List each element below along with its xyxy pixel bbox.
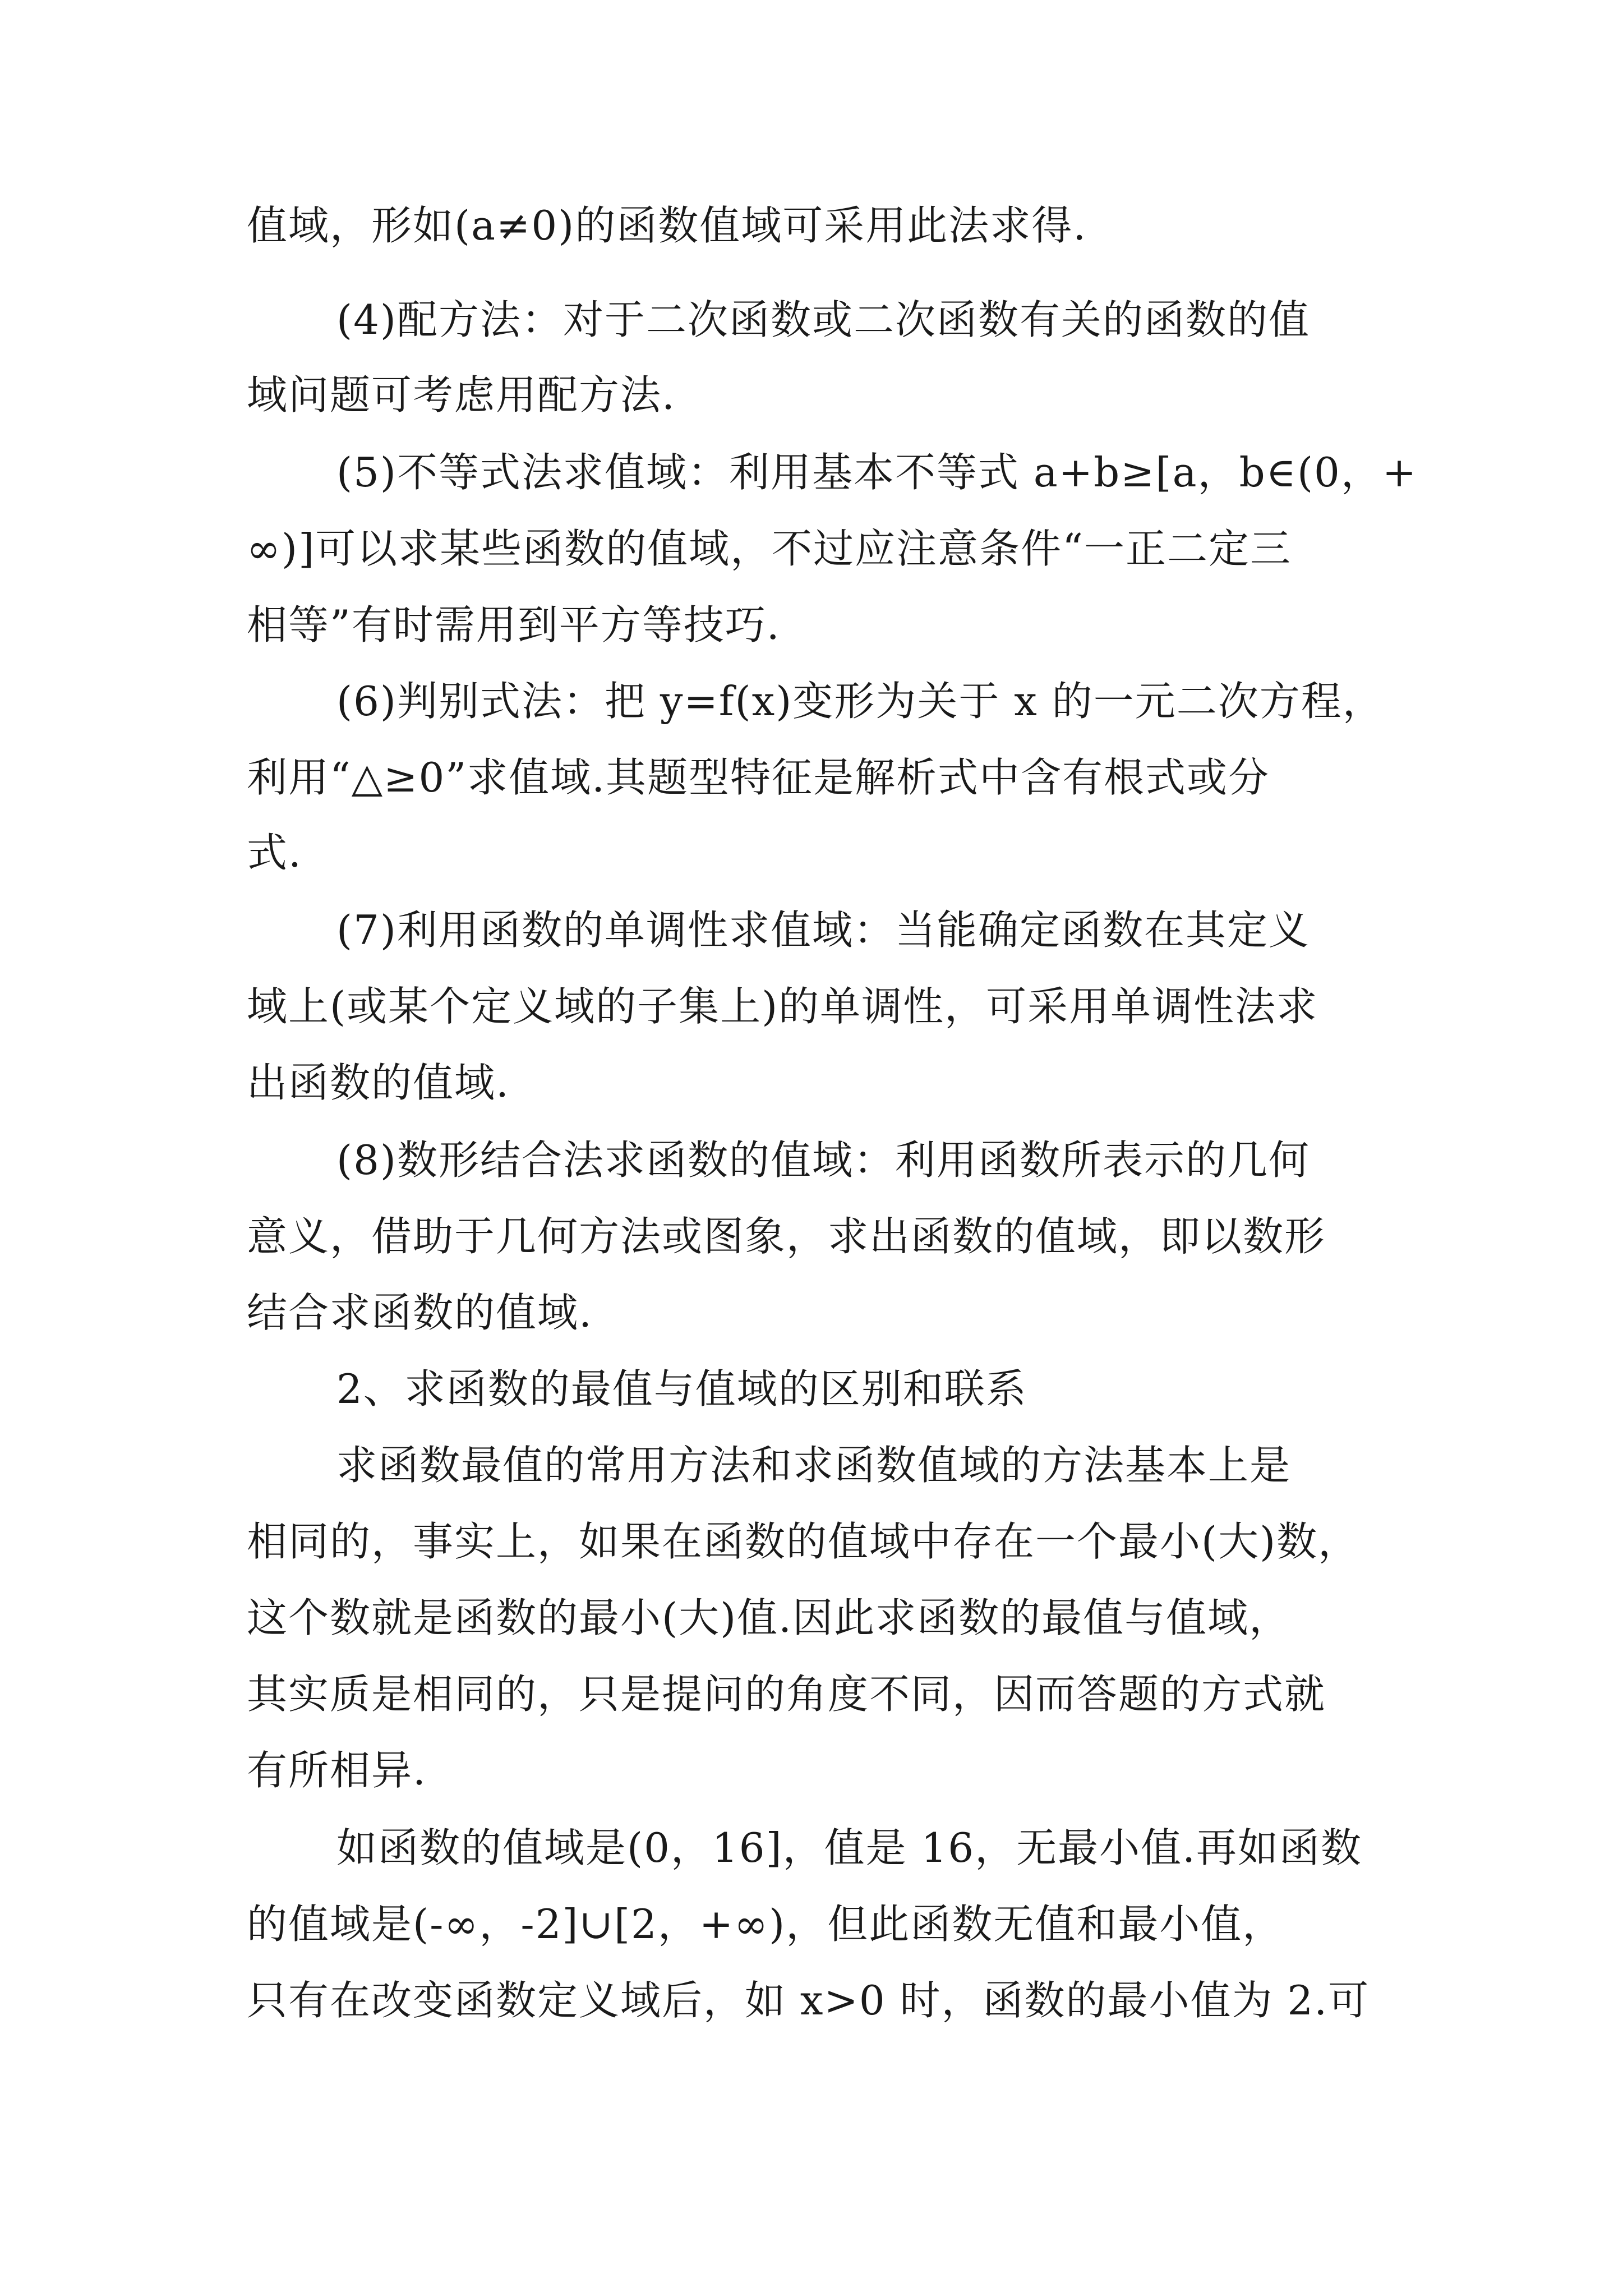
section-heading: 2、求函数的最值与值域的区别和联系: [336, 1365, 1027, 1412]
text-line: 这个数就是函数的最小(大)值.因此求函数的最值与值域，: [247, 1594, 1291, 1641]
text-line: 只有在改变函数定义域后，如 x>0 时，函数的最小值为 2.可: [247, 1977, 1370, 2024]
text-line: (4)配方法：对于二次函数或二次函数有关的函数的值: [336, 296, 1310, 343]
text-line: 结合求函数的值域.: [247, 1289, 593, 1336]
text-line: 的值域是(-∞，-2]∪[2，+∞)，但此函数无值和最小值，: [247, 1901, 1284, 1948]
text-line: (6)判别式法：把 y=f(x)变形为关于 x 的一元二次方程，: [336, 678, 1384, 725]
text-line: 出函数的值域.: [247, 1059, 510, 1106]
text-line: ∞)]可以求某些函数的值域，不过应注意条件“一正二定三: [247, 525, 1292, 572]
text-line: 相等”有时需用到平方等技巧.: [247, 601, 781, 648]
text-line: 其实质是相同的，只是提问的角度不同，因而答题的方式就: [247, 1671, 1326, 1718]
text-line: (5)不等式法求值域：利用基本不等式 a+b≥[a，b∈(0，+: [336, 449, 1418, 496]
text-line: 如函数的值域是(0，16]，值是 16，无最小值.再如函数: [336, 1824, 1362, 1871]
text-line: 相同的，事实上，如果在函数的值域中存在一个最小(大)数，: [247, 1518, 1360, 1565]
text-line: 式.: [247, 829, 302, 876]
text-line: 域上(或某个定义域的子集上)的单调性，可采用单调性法求: [247, 983, 1318, 1030]
text-line: 利用“△≥0”求值域.其题型特征是解析式中含有根式或分: [247, 754, 1270, 801]
text-line: 有所相异.: [247, 1747, 427, 1794]
text-line: 求函数最值的常用方法和求函数值域的方法基本上是: [336, 1442, 1292, 1489]
text-line: 域问题可考虑用配方法.: [247, 371, 676, 418]
text-line: (8)数形结合法求函数的值域：利用函数所表示的几何: [336, 1137, 1310, 1184]
text-line: 意义，借助于几何方法或图象，求出函数的值域，即以数形: [247, 1213, 1326, 1260]
text-line: 值域，形如(a≠0)的函数值域可采用此法求得.: [247, 202, 1087, 249]
text-line: (7)利用函数的单调性求值域：当能确定函数在其定义: [336, 907, 1310, 954]
